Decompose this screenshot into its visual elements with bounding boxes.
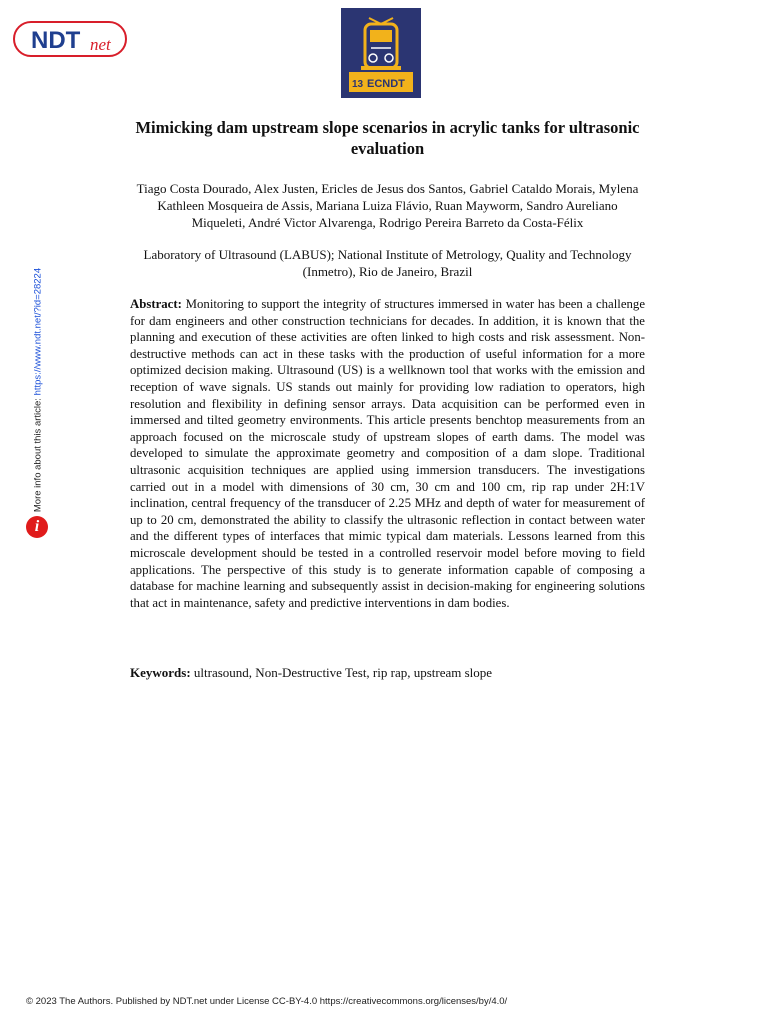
net-logo-text: net [90, 35, 111, 54]
conference-number: 13 [352, 79, 364, 90]
article-info-sidebar [33, 268, 44, 512]
abstract-label: Abstract: [130, 297, 182, 311]
paper-title: Mimicking dam upstream slope scenarios in acrylic tanks for ultrasonic evaluation [135, 118, 640, 158]
abstract-text: Monitoring to support the integrity of structures immersed in water has been a challenge for dam engineers and other construction technicians for decades. In addition, it is known that the planning and execution of these activities are often linked to high costs and risk assessment. Non-destructive methods can act in these tasks with the production of useful information for a more optimized decision making. Ultrasound (US) is a wellknown tool that works with the emission and reception of wave signals. US stands out mainly for providing low radiation to operators, high resolution and flexibility in defining sensor arrays. Data acquisition can be performed even in immersed and tilted geometry environments. This article presents benchtop measurements from an approach focused on the microscale study of upstream slopes of earth dams. The model was developed to simulate the approximate geometry and composition of a dam slope. Traditional ultrasonic acquisition techniques are applied using immersion transducers. The investigations carried out in a model with dimensions of 30 cm, 30 cm and 100 cm, rip rap under 2H:1V inclination, central frequency of the transducer of 2.25 MHz and depth of water for measurement of up to 20 cm, demonstrated the ability to classify the ultrasonic reflection in contact between water and the different types of interfaces that mimic typical dam materials. Lessons learned from this microscale development should be tested in a controlled reservoir model before moving to field applications. The perspective of this study is to generate information capable of composing a database for machine learning and subsequently assist in decision-making for engineering solutions that act in maintenance, safety and predictive interventions in dam bodies. [130, 297, 646, 610]
keywords-text: ultrasound, Non-Destructive Test, rip rap, upstream slope [193, 665, 493, 680]
conference-name: ECNDT [367, 78, 405, 90]
ndt-net-logo[interactable] [13, 20, 127, 58]
license-footer: © 2023 The Authors. Published by NDT.net under License CC-BY-4.0 https://creativecommons.org/licenses/by/4.0/ [26, 996, 508, 1007]
ecndt-conference-logo [341, 8, 421, 98]
author-list: Tiago Costa Dourado, Alex Justen, Ericles de Jesus dos Santos, Gabriel Cataldo Morais, Mylena Kathleen Mosqueira de Assis, Mariana Luiza Flávio, Ruan Mayworm, Sandro Aureliano Miqueleti, André Victor Alvarenga, Rodrigo Pereira Barreto da Costa-Félix [136, 181, 639, 230]
keywords-label: Keywords: [130, 665, 191, 680]
abstract [130, 296, 645, 611]
sidebar-prefix: More info about this article: [32, 395, 44, 513]
affiliation: Laboratory of Ultrasound (LABUS); National Institute of Metrology, Quality and Technology (Inmetro), Rio de Janeiro, Brazil [143, 247, 632, 279]
info-icon[interactable]: i [26, 516, 48, 538]
keywords [130, 664, 645, 681]
ndt-logo-text: NDT [31, 27, 81, 54]
article-link[interactable]: https://www.ndt.net/?id=28224 [32, 267, 44, 396]
